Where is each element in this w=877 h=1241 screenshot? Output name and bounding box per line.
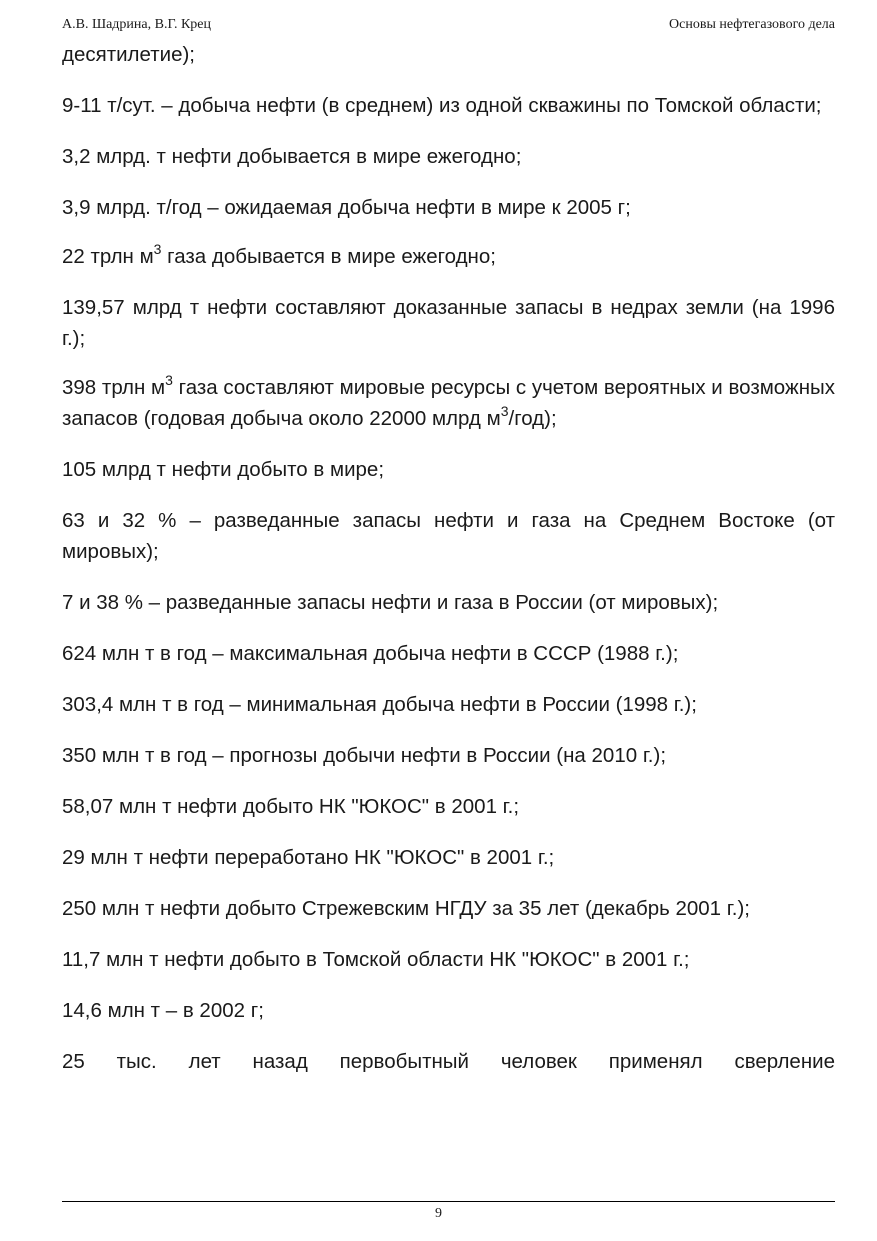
list-item: 9-11 т/сут. – добыча нефти (в среднем) из одной скважины по Томской области; <box>62 94 822 117</box>
list-item: 350 млн т в год – прогнозы добычи нефти в России (на 2010 г.); <box>62 744 667 767</box>
list-item: 63 и 32 % – разведанные запасы нефти и газа на Среднем Востоке (от мировых); <box>62 509 835 563</box>
running-header-title: Основы нефтегазового дела <box>669 17 835 32</box>
item-text: /год); <box>508 407 557 430</box>
continuation-line: десятилетие); <box>62 43 195 66</box>
superscript: 3 <box>153 241 162 257</box>
footer-divider <box>62 1201 835 1202</box>
item-text: газа добывается в мире ежегодно; <box>161 245 496 268</box>
list-item: 303,4 млн т в год – минимальная добыча нефти в России (1998 г.); <box>62 693 697 716</box>
superscript: 3 <box>500 403 509 419</box>
page-number: 9 <box>435 1206 442 1221</box>
list-item: 3,9 млрд. т/год – ожидаемая добыча нефти в мире к 2005 г; <box>62 196 631 219</box>
list-item: 58,07 млн т нефти добыто НК "ЮКОС" в 2001 г.; <box>62 795 520 818</box>
list-item: 7 и 38 % – разведанные запасы нефти и газа в России (от мировых); <box>62 591 719 614</box>
running-header-authors: А.В. Шадрина, В.Г. Крец <box>62 17 212 32</box>
list-item: 250 млн т нефти добыто Стрежевским НГДУ за 35 лет (декабрь 2001 г.); <box>62 897 750 920</box>
last-line: 25 тыс. лет назад первобытный человек применял сверление <box>62 1050 835 1073</box>
list-item: 624 млн т в год – максимальная добыча нефти в СССР (1988 г.); <box>62 642 679 665</box>
list-item <box>62 372 835 434</box>
list-item: 105 млрд т нефти добыто в мире; <box>62 458 385 481</box>
list-item: 11,7 млн т нефти добыто в Томской области НК "ЮКОС" в 2001 г.; <box>62 948 690 971</box>
item-text: 22 трлн м <box>62 245 154 268</box>
list-item: 3,2 млрд. т нефти добывается в мире ежегодно; <box>62 145 522 168</box>
superscript: 3 <box>165 372 173 388</box>
list-item: 29 млн т нефти переработано НК "ЮКОС" в 2001 г.; <box>62 846 555 869</box>
page-body <box>62 39 835 1077</box>
list-item: 14,6 млн т – в 2002 г; <box>62 999 264 1022</box>
item-text: газа составляют мировые ресурсы с учетом вероятных и возможных запасов (годовая добыча около 22000 млрд м <box>62 376 835 430</box>
list-item: 139,57 млрд т нефти составляют доказанные запасы в недрах земли (на 1996 г.); <box>62 296 835 350</box>
item-text: 398 трлн м <box>62 376 166 399</box>
list-item <box>62 241 835 272</box>
